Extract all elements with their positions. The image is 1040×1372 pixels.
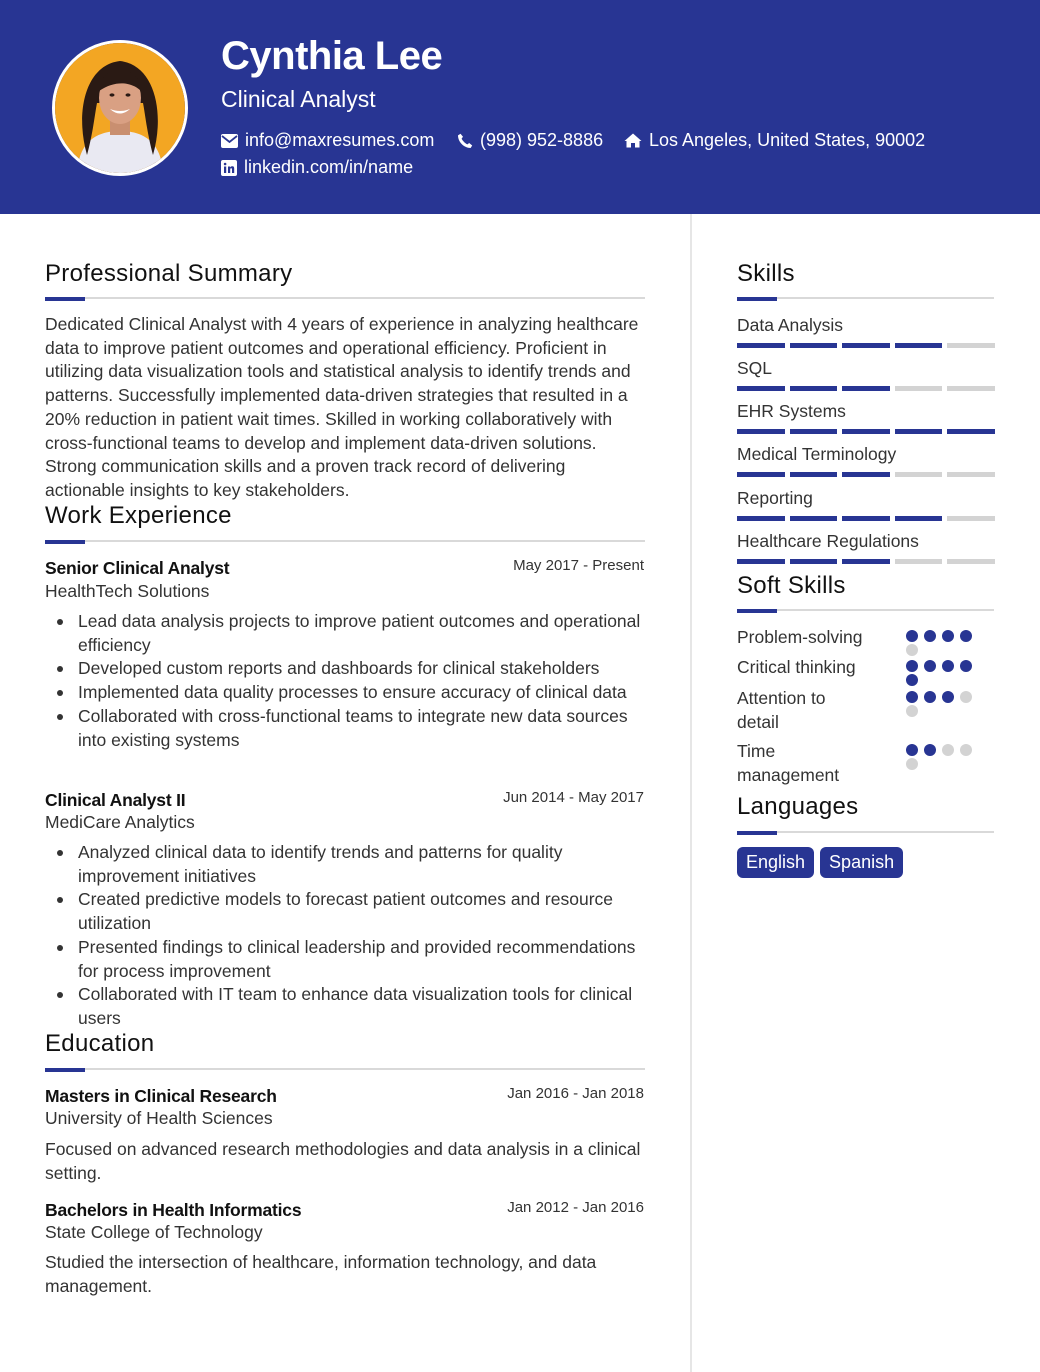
- soft-skill-dots: [906, 660, 978, 686]
- soft-skill-dots: [906, 744, 978, 770]
- rating-dot-empty: [906, 758, 918, 770]
- skill-level-bar: [737, 559, 995, 564]
- envelope-icon: [221, 134, 238, 148]
- job-title: Clinical Analyst II: [45, 790, 186, 810]
- skills-accent: [737, 297, 777, 301]
- job-bullet: Lead data analysis projects to improve patient outcomes and operational efficiency: [45, 610, 645, 657]
- rating-dot-filled: [924, 660, 936, 672]
- candidate-name: Cynthia Lee: [221, 34, 443, 78]
- skill-segment-empty: [947, 386, 995, 391]
- candidate-title: Clinical Analyst: [221, 86, 376, 112]
- skill-segment-filled: [895, 516, 943, 521]
- rating-dot-filled: [942, 691, 954, 703]
- skill-segment-empty: [895, 559, 943, 564]
- rating-dot-empty: [960, 744, 972, 756]
- rating-dot-filled: [906, 744, 918, 756]
- soft-skill-name: Critical thinking: [737, 657, 856, 677]
- job-dates: Jun 2014 - May 2017: [503, 789, 644, 806]
- education-description: Studied the intersection of healthcare, information technology, and data management.: [45, 1252, 597, 1296]
- education-dates: Jan 2016 - Jan 2018: [507, 1085, 644, 1102]
- languages-heading: Languages: [737, 793, 859, 820]
- skill-level-bar: [737, 516, 995, 521]
- experience-accent: [45, 540, 85, 544]
- rating-dot-empty: [960, 691, 972, 703]
- language-tag: Spanish: [820, 847, 903, 878]
- skill-segment-filled: [737, 429, 785, 434]
- linkedin-contact[interactable]: [221, 157, 413, 178]
- profile-photo: [55, 43, 185, 173]
- job-bullets: [45, 610, 645, 752]
- job-company: MediCare Analytics: [45, 812, 195, 832]
- skill-name: Healthcare Regulations: [737, 531, 919, 551]
- school-name: State College of Technology: [45, 1222, 263, 1242]
- skill-segment-filled: [947, 429, 995, 434]
- phone-text: (998) 952-8886: [480, 130, 604, 150]
- skill-segment-filled: [790, 429, 838, 434]
- job-bullet: Collaborated with IT team to enhance data visualization tools for clinical users: [45, 983, 645, 1030]
- skill-name: EHR Systems: [737, 401, 846, 421]
- rating-dot-filled: [906, 630, 918, 642]
- column-divider: [690, 214, 692, 1372]
- skill-segment-filled: [842, 343, 890, 348]
- location-text: Los Angeles, United States, 90002: [649, 130, 926, 150]
- skill-segment-filled: [790, 559, 838, 564]
- skill-segment-filled: [790, 516, 838, 521]
- job-bullet: Implemented data quality processes to ensure accuracy of clinical data: [45, 681, 645, 705]
- skill-level-bar: [737, 386, 995, 391]
- skill-segment-filled: [790, 343, 838, 348]
- skill-level-bar: [737, 343, 995, 348]
- language-tag: English: [737, 847, 814, 878]
- degree-title: Masters in Clinical Research: [45, 1086, 277, 1106]
- email-contact[interactable]: [221, 130, 434, 151]
- rating-dot-empty: [906, 644, 918, 656]
- summary-text: Dedicated Clinical Analyst with 4 years of experience in analyzing healthcare data to improve patient outcomes and operational efficiency. Proficient in utilizing data visualization tools and statistical analysis to identify trends and patterns. Successfully implemented data-driven strategies that resulted in a 20% reduction in patient wait times. Skilled in working collaboratively with cross-functional teams to develop and implement data-driven solutions. Strong communication skills and a proven track record of delivering actionable insights to key stakeholders.: [45, 314, 639, 500]
- skill-segment-filled: [737, 559, 785, 564]
- location-contact: [624, 130, 925, 151]
- job-bullets: [45, 841, 645, 1031]
- skill-level-bar: [737, 472, 995, 477]
- experience-heading: Work Experience: [45, 502, 232, 529]
- rating-dot-empty: [906, 705, 918, 717]
- skill-segment-empty: [895, 472, 943, 477]
- school-name: University of Health Sciences: [45, 1108, 273, 1128]
- skill-segment-empty: [947, 343, 995, 348]
- summary-rule: [45, 297, 645, 299]
- skill-segment-empty: [947, 516, 995, 521]
- phone-contact[interactable]: [457, 130, 603, 151]
- skill-segment-filled: [842, 429, 890, 434]
- skill-name: SQL: [737, 358, 773, 378]
- skill-name: Medical Terminology: [737, 444, 897, 464]
- skill-segment-filled: [737, 343, 785, 348]
- resume-header: [0, 0, 1040, 214]
- soft-skill-name: Problem-solving: [737, 627, 863, 647]
- soft-skill-dots: [906, 630, 978, 656]
- home-icon: [624, 133, 642, 148]
- skill-level-bar: [737, 429, 995, 434]
- languages-list: [737, 847, 903, 878]
- job-bullet: Created predictive models to forecast patient outcomes and resource utilization: [45, 888, 645, 935]
- job-dates: May 2017 - Present: [513, 557, 644, 574]
- rating-dot-filled: [960, 660, 972, 672]
- soft-skill-dots: [906, 691, 978, 717]
- education-accent: [45, 1068, 85, 1072]
- education-rule: [45, 1068, 645, 1070]
- job-bullet: Collaborated with cross-functional teams to integrate new data sources into existing systems: [45, 705, 645, 752]
- job-title: Senior Clinical Analyst: [45, 558, 230, 578]
- languages-accent: [737, 831, 777, 835]
- rating-dot-empty: [942, 744, 954, 756]
- skill-segment-filled: [842, 559, 890, 564]
- skill-segment-filled: [895, 343, 943, 348]
- education-description: Focused on advanced research methodologies and data analysis in a clinical setting.: [45, 1139, 641, 1183]
- skill-segment-filled: [790, 386, 838, 391]
- job-bullet: Analyzed clinical data to identify trends and patterns for quality improvement initiatives: [45, 841, 645, 888]
- soft-skill-name: Attention to detail: [737, 688, 826, 732]
- skill-segment-filled: [842, 516, 890, 521]
- rating-dot-filled: [906, 674, 918, 686]
- email-text: info@maxresumes.com: [245, 130, 435, 150]
- rating-dot-filled: [942, 630, 954, 642]
- rating-dot-filled: [924, 630, 936, 642]
- skill-name: Data Analysis: [737, 315, 844, 335]
- rating-dot-filled: [960, 630, 972, 642]
- skill-name: Reporting: [737, 488, 813, 508]
- experience-rule: [45, 540, 645, 542]
- skill-segment-filled: [895, 429, 943, 434]
- phone-icon: [457, 133, 473, 149]
- skill-segment-filled: [842, 386, 890, 391]
- summary-heading: Professional Summary: [45, 260, 293, 287]
- education-dates: Jan 2012 - Jan 2016: [507, 1199, 644, 1216]
- soft-skills-accent: [737, 609, 777, 613]
- rating-dot-filled: [924, 691, 936, 703]
- rating-dot-filled: [906, 691, 918, 703]
- linkedin-text: linkedin.com/in/name: [244, 157, 414, 177]
- rating-dot-filled: [906, 660, 918, 672]
- skill-segment-filled: [790, 472, 838, 477]
- job-bullet: Developed custom reports and dashboards for clinical stakeholders: [45, 657, 645, 681]
- soft-skills-heading: Soft Skills: [737, 572, 846, 599]
- rating-dot-filled: [942, 660, 954, 672]
- job-bullet: Presented findings to clinical leadership and provided recommendations for process improvement: [45, 936, 645, 983]
- education-heading: Education: [45, 1030, 155, 1057]
- skill-segment-filled: [737, 386, 785, 391]
- degree-title: Bachelors in Health Informatics: [45, 1200, 302, 1220]
- skill-segment-empty: [895, 386, 943, 391]
- skill-segment-empty: [947, 472, 995, 477]
- linkedin-icon: [221, 160, 237, 176]
- skills-heading: Skills: [737, 260, 795, 287]
- rating-dot-filled: [924, 744, 936, 756]
- job-company: HealthTech Solutions: [45, 581, 210, 601]
- skill-segment-filled: [737, 472, 785, 477]
- skill-segment-filled: [842, 472, 890, 477]
- skill-segment-empty: [947, 559, 995, 564]
- avatar: [52, 40, 188, 176]
- soft-skill-name: Time management: [737, 741, 840, 785]
- summary-accent: [45, 297, 85, 301]
- skill-segment-filled: [737, 516, 785, 521]
